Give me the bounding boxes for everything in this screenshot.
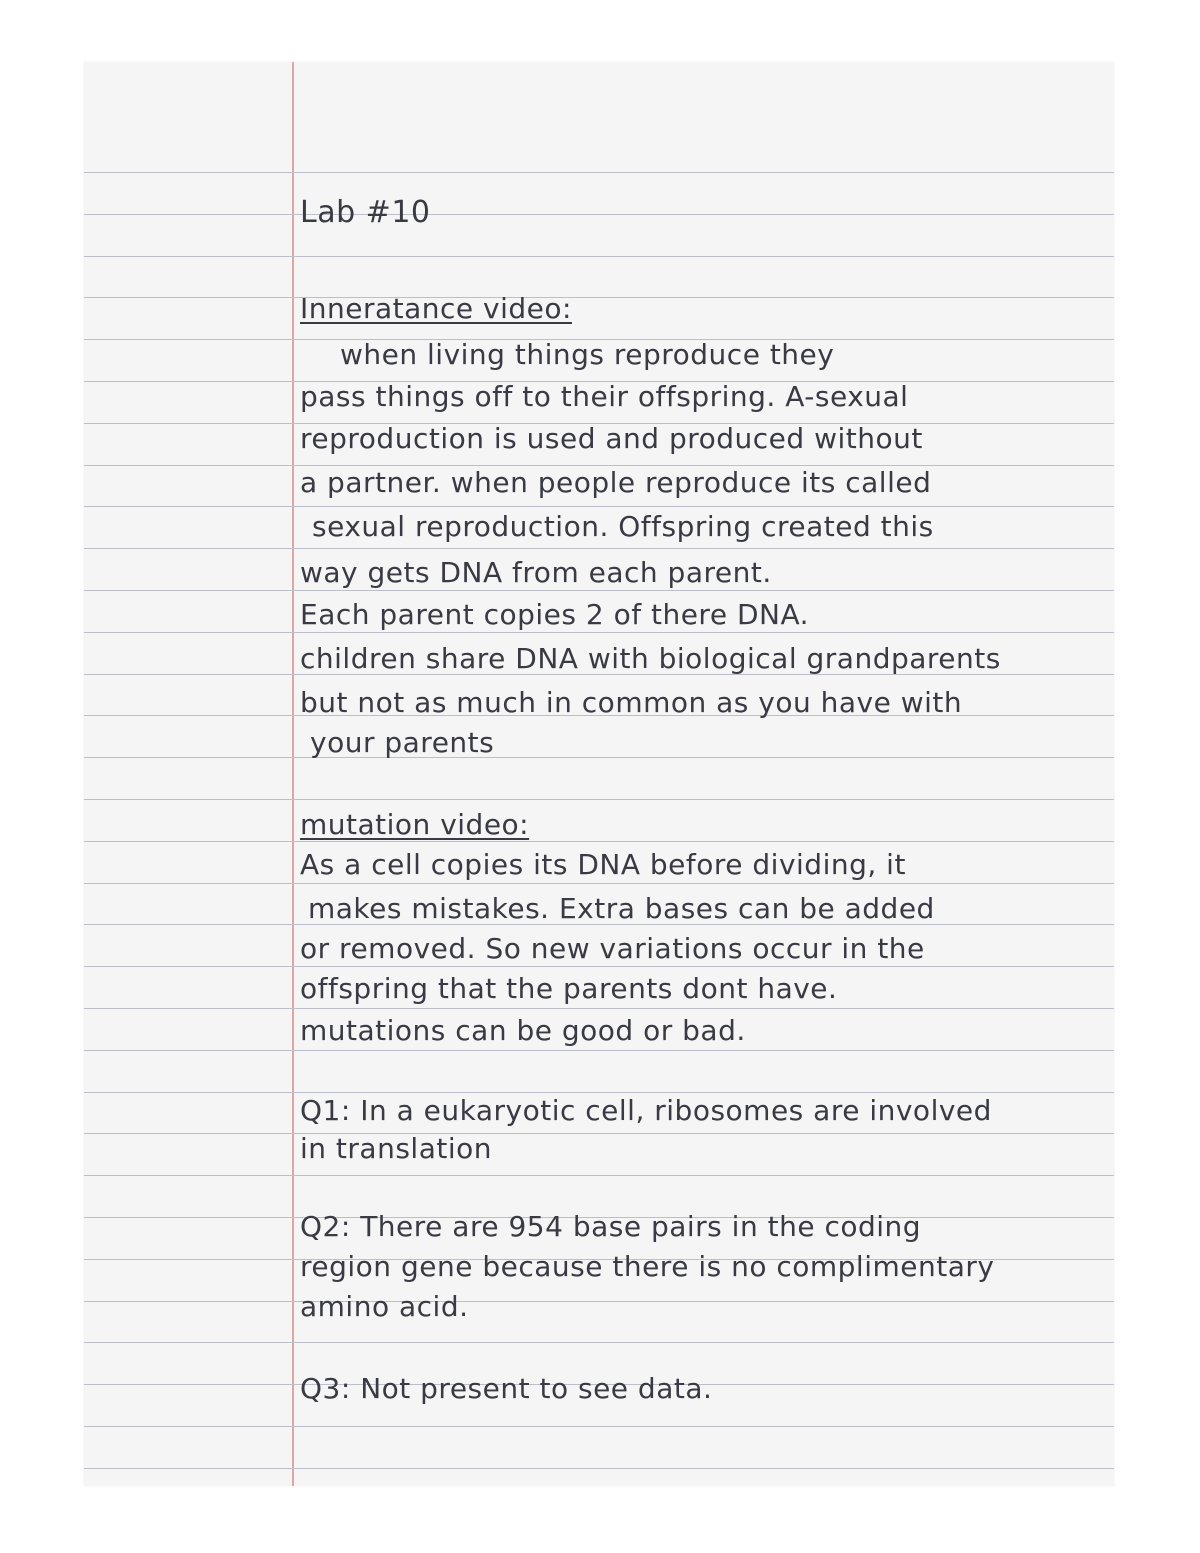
inheritance-line-1: when living things reproduce they — [340, 338, 835, 371]
ruled-line — [84, 214, 1114, 215]
inheritance-line-2: pass things off to their offspring. A-sexual — [300, 380, 909, 413]
q2-line-1: Q2: There are 954 base pairs in the coding — [300, 1210, 922, 1243]
ruled-line — [84, 841, 1114, 842]
mutation-heading: mutation video: — [300, 808, 530, 841]
ruled-line — [84, 757, 1114, 758]
inheritance-line-3: reproduction is used and produced without — [300, 422, 923, 455]
ruled-line — [84, 172, 1114, 173]
inheritance-line-10: your parents — [310, 726, 495, 759]
ruled-line — [84, 1342, 1114, 1343]
inheritance-line-9: but not as much in common as you have with — [300, 686, 963, 719]
mutation-line-5: mutations can be good or bad. — [300, 1014, 746, 1047]
inheritance-heading: Inneratance video: — [300, 292, 572, 325]
ruled-line — [84, 297, 1114, 298]
ruled-line — [84, 1175, 1114, 1176]
ruled-line — [84, 590, 1114, 591]
margin-line — [292, 62, 294, 1486]
ruled-line — [84, 1092, 1114, 1093]
q1-line-1: Q1: In a eukaryotic cell, ribosomes are involved — [300, 1094, 992, 1127]
q2-line-3: amino acid. — [300, 1290, 469, 1323]
ruled-line — [84, 1133, 1114, 1134]
ruled-line — [84, 1301, 1114, 1302]
inheritance-line-4: a partner. when people reproduce its called — [300, 466, 932, 499]
ruled-line — [84, 883, 1114, 884]
inheritance-line-6: way gets DNA from each parent. — [300, 556, 772, 589]
mutation-line-3: or removed. So new variations occur in the — [300, 932, 925, 965]
inheritance-line-5: sexual reproduction. Offspring created this — [312, 510, 934, 543]
ruled-line — [84, 1468, 1114, 1469]
ruled-line — [84, 1008, 1114, 1009]
q3-line-1: Q3: Not present to see data. — [300, 1372, 713, 1405]
q2-line-2: region gene because there is no complimentary — [300, 1250, 995, 1283]
ruled-line — [84, 1050, 1114, 1051]
ruled-line — [84, 256, 1114, 257]
ruled-line — [84, 799, 1114, 800]
mutation-line-2: makes mistakes. Extra bases can be added — [308, 892, 935, 925]
ruled-line — [84, 506, 1114, 507]
inheritance-line-8: children share DNA with biological grandparents — [300, 642, 1001, 675]
inheritance-line-7: Each parent copies 2 of there DNA. — [300, 598, 810, 631]
ruled-line — [84, 548, 1114, 549]
ruled-line — [84, 1426, 1114, 1427]
mutation-line-1: As a cell copies its DNA before dividing, it — [300, 848, 906, 881]
mutation-line-4: offspring that the parents dont have. — [300, 972, 838, 1005]
page-title: Lab #10 — [300, 195, 431, 230]
ruled-line — [84, 966, 1114, 967]
q1-line-2: in translation — [300, 1132, 492, 1165]
